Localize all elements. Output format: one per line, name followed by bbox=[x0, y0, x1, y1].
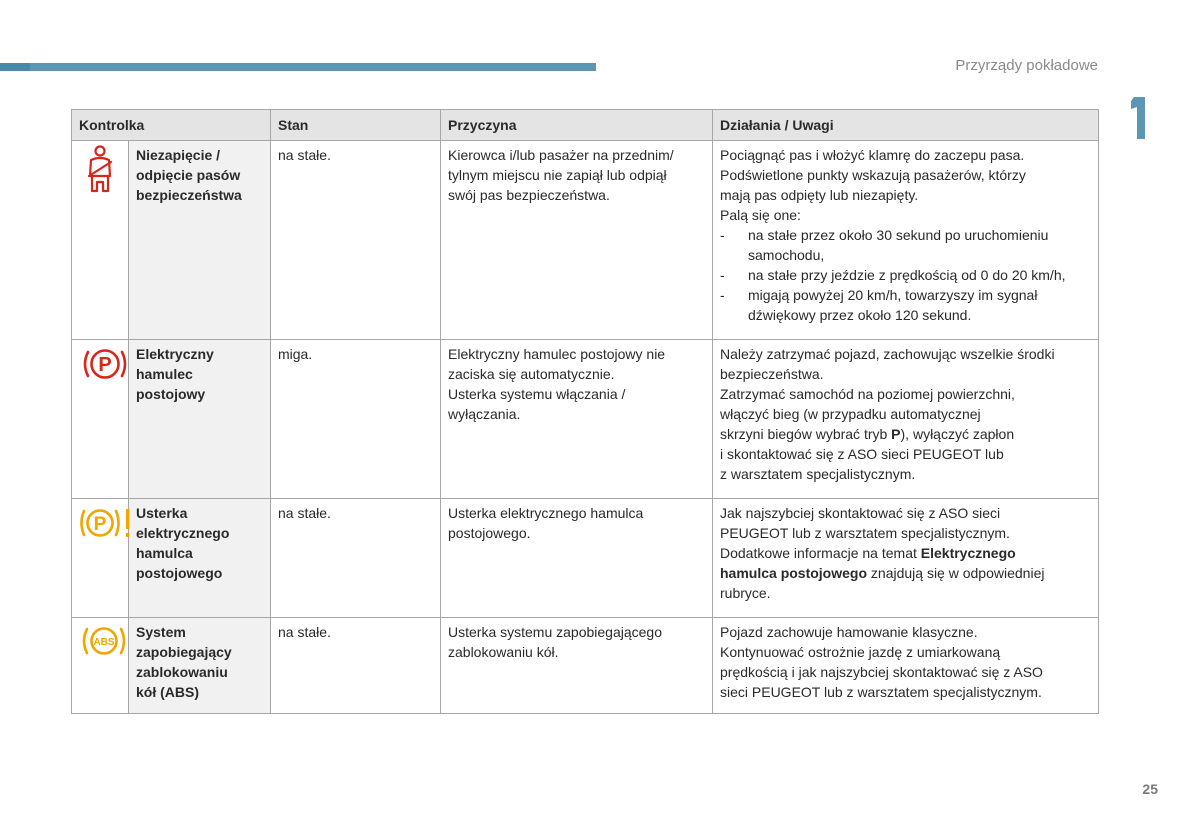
warning-cause: Kierowca i/lub pasażer na przednim/ tylnym miejscu nie zapiął lub odpiął swój pas bezpieczeństwa. bbox=[441, 141, 713, 340]
warning-state: na stałe. bbox=[271, 499, 441, 618]
chapter-number-marker bbox=[1128, 95, 1152, 141]
list-item: - na stałe przez około 30 sekund po uruchomieniu samochodu, bbox=[720, 227, 1049, 263]
page-number: 25 bbox=[1142, 781, 1158, 797]
warning-action: Pojazd zachowuje hamowanie klasyczne. Kontynuować ostrożnie jazdę z umiarkowaną prędkością i jak najszybciej skontaktować się z ASO sieci PEUGEOT lub z warsztatem specjalistycznym. bbox=[713, 618, 1099, 714]
abs-icon bbox=[79, 622, 129, 660]
warning-state: na stałe. bbox=[271, 141, 441, 340]
warning-action: Należy zatrzymać pojazd, zachowując wszelkie środki bezpieczeństwa. Zatrzymać samochód na poziomej powierzchni, włączyć bieg (w przypadku automatycznej skrzyni biegów wybrać tryb P), wyłączyć zapłon i skontaktować się z ASO sieci PEUGEOT lub z warsztatem specjalistycznym. bbox=[713, 340, 1099, 499]
column-header-dzialania: Działania / Uwagi bbox=[713, 110, 1099, 141]
section-title: Przyrządy pokładowe bbox=[955, 57, 1098, 74]
parking-brake-icon bbox=[79, 344, 131, 384]
column-header-stan: Stan bbox=[271, 110, 441, 141]
svg-text:P: P bbox=[98, 354, 112, 376]
warning-action: Pociągnąć pas i włożyć klamrę do zaczepu pasa. Podświetlone punkty wskazują pasażerów, którzy mają pas odpięty lub niezapięty. Palą się one: - na stałe przez około 30 sekund po uruchomieniu samochodu, - na stałe przy jeździe z prędkością od 0 do 20 km/h, - migają powyżej 20 km/h, towarzyszy im sygnał dźwiękowy przez około 120 sekund. bbox=[713, 141, 1099, 340]
warning-state: na stałe. bbox=[271, 618, 441, 714]
warning-cause: Usterka elektrycznego hamulca postojowego. bbox=[441, 499, 713, 618]
table-header-row bbox=[72, 110, 1099, 141]
warning-name: Usterka elektrycznego hamulca postojowego bbox=[129, 499, 271, 618]
icon-cell bbox=[72, 618, 129, 714]
parking-brake-fault-icon bbox=[79, 503, 133, 543]
svg-text:P: P bbox=[93, 514, 107, 535]
icon-cell bbox=[72, 499, 129, 618]
table-row bbox=[72, 499, 1099, 618]
list-item: - migają powyżej 20 km/h, towarzyszy im sygnał dźwiękowy przez około 120 sekund. bbox=[720, 287, 1038, 323]
icon-cell bbox=[72, 141, 129, 340]
warning-cause: Usterka systemu zapobiegającego zablokowaniu kół. bbox=[441, 618, 713, 714]
warning-name: Niezapięcie / odpięcie pasów bezpieczeństwa bbox=[129, 141, 271, 340]
header-accent-bar bbox=[0, 63, 596, 71]
list-item: - na stałe przy jeździe z prędkością od 0 do 20 km/h, bbox=[720, 267, 1066, 283]
column-header-przyczyna: Przyczyna bbox=[441, 110, 713, 141]
column-header-kontrolka: Kontrolka bbox=[72, 110, 271, 141]
seatbelt-icon bbox=[83, 145, 117, 195]
header-accent-bar-start bbox=[0, 63, 30, 71]
warning-state: miga. bbox=[271, 340, 441, 499]
warning-name: Elektryczny hamulec postojowy bbox=[129, 340, 271, 499]
warning-name: System zapobiegający zablokowaniu kół (ABS) bbox=[129, 618, 271, 714]
warning-lights-table bbox=[71, 109, 1099, 714]
icon-cell bbox=[72, 340, 129, 499]
abs-icon-label: ABS bbox=[93, 637, 115, 648]
table-row bbox=[72, 340, 1099, 499]
warning-action: Jak najszybciej skontaktować się z ASO sieci PEUGEOT lub z warsztatem specjalistycznym. Dodatkowe informacje na temat Elektrycznego hamulca postojowego znajdują się w odpowiedniej rubryce. bbox=[713, 499, 1099, 618]
table-row bbox=[72, 618, 1099, 714]
warning-cause: Elektryczny hamulec postojowy nie zaciska się automatycznie. Usterka systemu włączania / wyłączania. bbox=[441, 340, 713, 499]
table-row bbox=[72, 141, 1099, 340]
